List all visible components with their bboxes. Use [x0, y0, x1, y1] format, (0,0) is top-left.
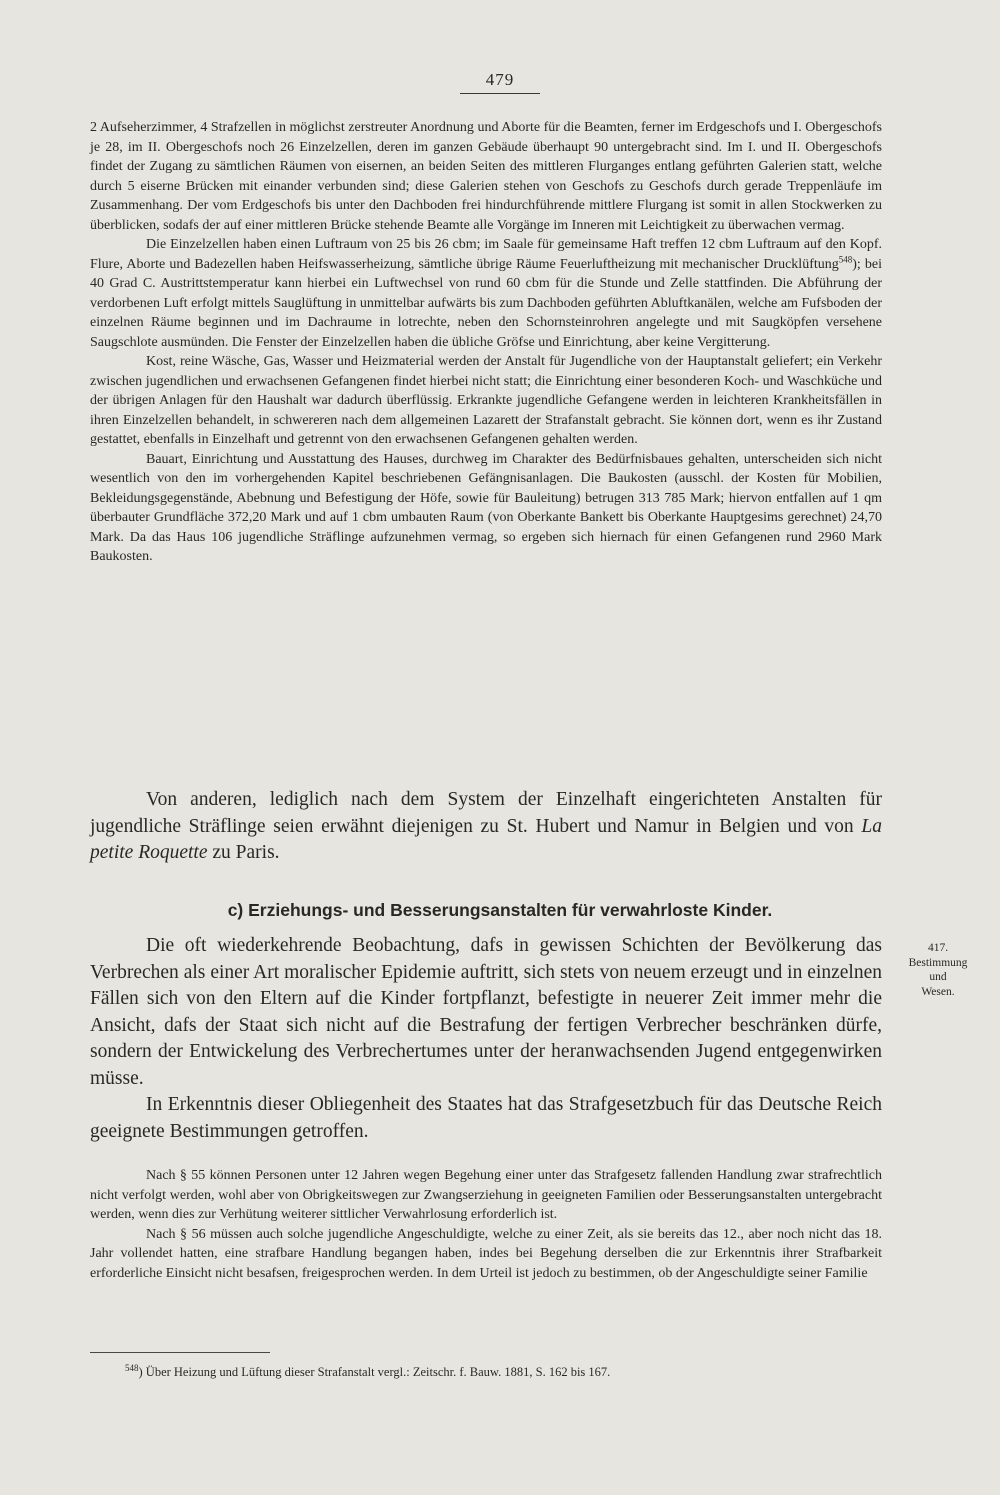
page-number: 479 [0, 70, 1000, 94]
paragraph-supplies: Kost, reine Wäsche, Gas, Wasser und Heizmaterial werden der Anstalt für Jugendliche von der Hauptanstalt geliefert; ein Verkehr zwischen jugendlichen und erwachsenen Gefangenen findet hierbei nicht statt; die Einrichtung einer besonderen Koch- und Waschküche und der übrigen Anlagen für den Haushalt war dadurch überflüssig. Erkrankte jugendliche Gefangene werden in leichteren Krankheitsfällen in ihren Einzelzellen behandelt, in schwereren nach dem allgemeinen Lazarett der Strafanstalt gebracht. Sie können dort, wenn es ihr Zustand gestattet, ebenfalls in Einzelhaft und getrennt von den erwachsenen Gefangenen gehalten werden. [90, 354, 882, 447]
paragraph-observation: Die oft wiederkehrende Beobachtung, dafs in gewissen Schichten der Bevölkerung das Verbrechen als einer Art moralischer Epidemie auftritt, sich stets von neuem erzeugt und in einzelnen Fällen sich von den Eltern auf die Kinder fortpflanzt, befestigte in neuerer Zeit immer mehr die Ansicht, dafs der Staat sich nicht auf die Bestrafung der fertigen Verbrecher beschränken dürfe, sondern der Entwickelung des Verbrechertumes unter der heranwachsenden Jugend entgegenwirken müsse. [90, 935, 882, 1089]
margin-note-line: und [929, 971, 947, 983]
institutions-text: Von anderen, lediglich nach dem System der Einzelhaft eingerichteten Anstalten für jugendliche Sträflinge seien erwähnt diejenigen zu St. Hubert und Namur in Belgien und von [90, 789, 882, 837]
paragraph-costs: Bauart, Einrichtung und Ausstattung des Hauses, durchweg im Charakter des Bedürfnisbaues gehalten, unterscheiden sich nicht wesentlich von den im vorhergehenden Kapitel beschriebenen Gefängnisanlagen. Die Baukosten (ausschl. der Kosten für Mobilien, Bekleidungsgegenstände, Abebnung und Befestigung der Höfe, sowie für Bauleitung) betrugen 313 785 Mark; hiervon entfallen auf 1 qm überbauter Grundfläche 372,20 Mark und auf 1 cbm umbauten Raum (von Oberkante Bankett bis Oberkante Hauptgesims gerechnet) 24,70 Mark. Da das Haus 106 jugendliche Sträflinge aufzunehmen vermag, so ergeben sich hiernach für einen Gefangenen rund 2960 Mark Baukosten. [90, 451, 882, 564]
footnote-reference: 548 [838, 253, 853, 264]
body-text-block-2 [90, 787, 882, 867]
body-text-block-3 [90, 933, 882, 1145]
margin-note [888, 941, 988, 999]
footnote [125, 1364, 875, 1380]
italic-place-name: La petite Roquette [90, 815, 882, 863]
footnote-divider [90, 1352, 270, 1353]
paragraph-ventilation [90, 235, 882, 352]
footnote-marker: 548 [125, 1362, 139, 1373]
ventilation-text-cont: ); bei 40 Grad C. Austrittstemperatur kann hierbei ein Luftwechsel von rund 60 cbm für die Stunde und Zelle stattfinden. Die Abführung der verdorbenen Luft erfolgt mittels Sauglüftung in unmittelbar aufwärts bis zum Dachboden geführten Abluftkanälen, welche am Fufsboden der einzelnen Räume beginnen und im Dachraume in lotrechte, neben den Schornsteinrohren angelegte und mit Saugköpfen versehene Saugschlote ausmünden. Die Fenster der Einzelzellen haben die übliche Gröfse und Einrichtung, aber keine Vergitterung. [90, 256, 882, 350]
paragraph-section-55: Nach § 55 können Personen unter 12 Jahren wegen Begehung einer unter das Strafgesetz fallenden Handlung zwar strafrechtlich nicht verfolgt werden, wohl aber von Obrigkeitswegen zur Zwangserziehung in geeigneten Familien oder Besserungsanstalten untergebracht werden, wenn dies zur Verhütung weiterer sittlicher Verwahrlosung erforderlich ist. [90, 1168, 882, 1222]
body-text-block-1 [90, 118, 882, 567]
body-text-block-4 [90, 1166, 882, 1283]
institutions-text-end: zu Paris. [207, 842, 280, 863]
footnote-text: ) Über Heizung und Lüftung dieser Strafanstalt vergl.: Zeitschr. f. Bauw. 1881, S. 162 bis 167. [138, 1365, 611, 1379]
section-heading: c) Erziehungs- und Besserungsanstalten für verwahrloste Kinder. [227, 900, 773, 920]
paragraph-galleries: 2 Aufseherzimmer, 4 Strafzellen in möglichst zerstreuter Anordnung und Aborte für die Beamten, ferner im Erdgeschofs und I. Obergeschofs je 28, im II. Obergeschofs noch 26 Einzelzellen, deren im ganzen Gebäude überhaupt 90 untergebracht sind. Im I. und II. Obergeschofs findet der Zugang zu sämtlichen Räumen von eisernen, an beiden Seiten des mittleren Flurganges entlang geführten Galerien statt, welche durch 5 eiserne Brücken mit einander verbunden sind; diese Galerien stehen von Geschofs zu Geschofs durch gerade Treppenläufe im Zusammenhang. Der vom Erdgeschofs bis unter den Dachboden frei hindurchführende mittlere Flurgang ist somit in allen Stockwerken zu überblicken, sodafs der auf einer mittleren Brücke stehende Beamte alle Vorgänge im Inneren mit Leichtigkeit zu überwachen vermag. [90, 120, 882, 233]
paragraph-penal-code: In Erkenntnis dieser Obliegenheit des Staates hat das Strafgesetzbuch für das Deutsche Reich geeignete Bestimmungen getroffen. [90, 1094, 882, 1142]
ventilation-text: Die Einzelzellen haben einen Luftraum von 25 bis 26 cbm; im Saale für gemeinsame Haft treffen 12 cbm Luftraum auf den Kopf. Flure, Aborte und Badezellen haben Heifswasserheizung, sämtliche übrige Räume Feuerluftheizung mit mechanischer Drucklüftung [90, 237, 882, 272]
paragraph-section-56: Nach § 56 müssen auch solche jugendliche Angeschuldigte, welche zu einer Zeit, als sie bereits das 12., aber noch nicht das 18. Jahr vollendet hatten, eine strafbare Handlung begangen haben, indes bei Begehung derselben die zur Erkenntnis ihrer Strafbarkeit erforderliche Einsicht nicht besafsen, freigesprochen werden. In dem Urteil ist jedoch zu bestimmen, ob der Angeschuldigte seiner Familie [90, 1226, 882, 1281]
margin-note-number: 417. [927, 942, 949, 954]
paragraph-other-institutions [90, 787, 882, 867]
margin-note-line: Bestimmung [908, 956, 968, 969]
margin-note-line: Wesen. [921, 985, 955, 998]
